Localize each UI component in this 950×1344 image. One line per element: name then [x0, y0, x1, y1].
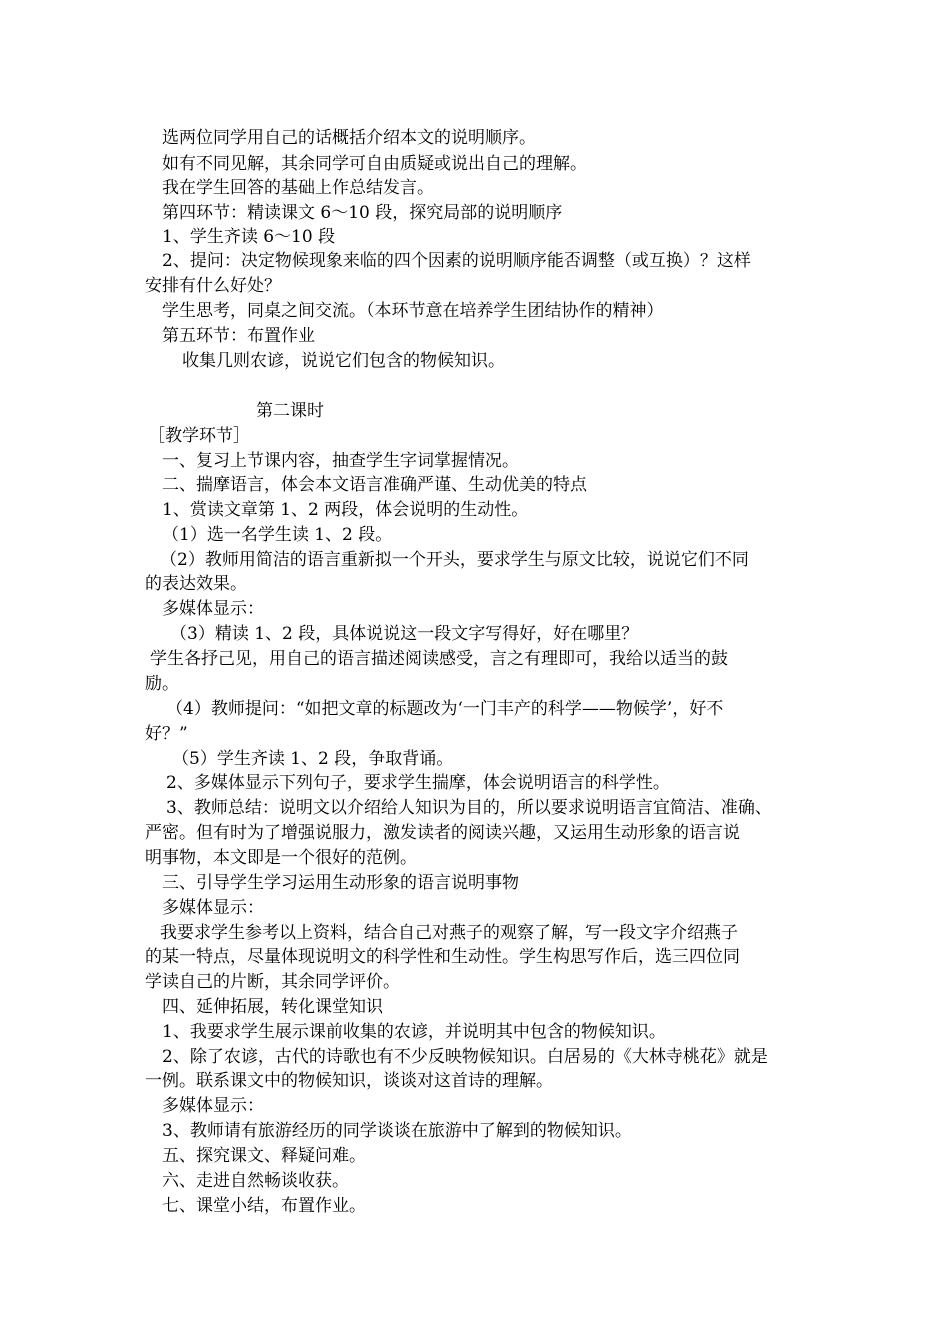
text-line: 安排有什么好处？ — [145, 276, 281, 296]
text-line: 七、课堂小结，布置作业。 — [162, 1196, 366, 1216]
text-line: 一例。联系课文中的物候知识，谈谈对这首诗的理解。 — [145, 1071, 553, 1091]
text-line: 一、复习上节课内容，抽查学生字词掌握情况。 — [162, 451, 519, 471]
text-line: 多媒体显示： — [162, 599, 264, 619]
section-heading: ［教学环节］ — [148, 426, 250, 446]
text-line: 我要求学生参考以上资料，结合自己对燕子的观察了解，写一段文字介绍燕子 — [160, 923, 738, 943]
text-line: （5）学生齐读 1、2 段，争取背诵。 — [172, 749, 454, 769]
lesson-title: 第二课时 — [256, 401, 324, 421]
text-line: （4）教师提问：“如把文章的标题改为‘一门丰产的科学——物候学’，好不 — [166, 699, 724, 719]
text-line: 五、探究课文、释疑问难。 — [162, 1146, 366, 1166]
text-line: 2、提问：决定物候现象来临的四个因素的说明顺序能否调整（或互换）？这样 — [162, 251, 751, 271]
text-line: 的某一特点，尽量体现说明文的科学性和生动性。学生构思写作后，选三四位同 — [145, 947, 740, 967]
text-line: 好？” — [145, 724, 188, 744]
text-line: 二、揣摩语言，体会本文语言准确严谨、生动优美的特点 — [162, 475, 587, 495]
text-line: 选两位同学用自己的话概括介绍本文的说明顺序。 — [162, 128, 536, 148]
text-line: 多媒体显示： — [162, 1096, 264, 1116]
text-line: 学生思考，同桌之间交流。（本环节意在培养学生团结协作的精神） — [162, 301, 664, 321]
text-line: 严密。但有时为了增强说服力，激发读者的阅读兴趣，又运用生动形象的语言说 — [145, 823, 740, 843]
section-heading: 第四环节：精读课文 6～10 段，探究局部的说明顺序 — [162, 203, 563, 223]
text-line: 收集几则农谚，说说它们包含的物候知识。 — [182, 351, 505, 371]
text-line: 明事物，本文即是一个很好的范例。 — [145, 848, 417, 868]
text-line: （2）教师用简洁的语言重新拟一个开头，要求学生与原文比较，说说它们不同 — [160, 550, 749, 570]
text-line: 六、走进自然畅谈收获。 — [162, 1171, 349, 1191]
text-line: 学生各抒己见，用自己的语言描述阅读感受，言之有理即可，我给以适当的鼓 — [150, 649, 728, 669]
text-line: 我在学生回答的基础上作总结发言。 — [162, 178, 434, 198]
text-line: 如有不同见解，其余同学可自由质疑或说出自己的理解。 — [162, 154, 587, 174]
text-line: 3、教师请有旅游经历的同学谈谈在旅游中了解到的物候知识。 — [162, 1121, 632, 1141]
text-line: （1）选一名学生读 1、2 段。 — [162, 525, 393, 545]
text-line: 1、赏读文章第 1、2 两段，体会说明的生动性。 — [162, 500, 529, 520]
text-line: 1、学生齐读 6～10 段 — [162, 227, 336, 247]
text-line: 3、教师总结：说明文以介绍给人知识为目的，所以要求说明语言宜简洁、准确、 — [166, 798, 772, 818]
text-line: 四、延伸拓展，转化课堂知识 — [162, 997, 383, 1017]
text-line: 1、我要求学生展示课前收集的农谚，并说明其中包含的物候知识。 — [162, 1022, 666, 1042]
text-line: 学读自己的片断，其余同学评价。 — [145, 972, 400, 992]
section-heading: 第五环节：布置作业 — [162, 326, 315, 346]
text-line: 励。 — [145, 674, 179, 694]
text-line: 的表达效果。 — [145, 574, 247, 594]
text-line: 三、引导学生学习运用生动形象的语言说明事物 — [162, 873, 519, 893]
text-line: 2、除了农谚，古代的诗歌也有不少反映物候知识。白居易的《大林寺桃花》就是 — [162, 1047, 768, 1067]
text-line: （3）精读 1、2 段，具体说说这一段文字写得好，好在哪里？ — [170, 624, 639, 644]
text-line: 多媒体显示： — [162, 898, 264, 918]
text-line: 2、多媒体显示下列句子，要求学生揣摩，体会说明语言的科学性。 — [166, 773, 670, 793]
